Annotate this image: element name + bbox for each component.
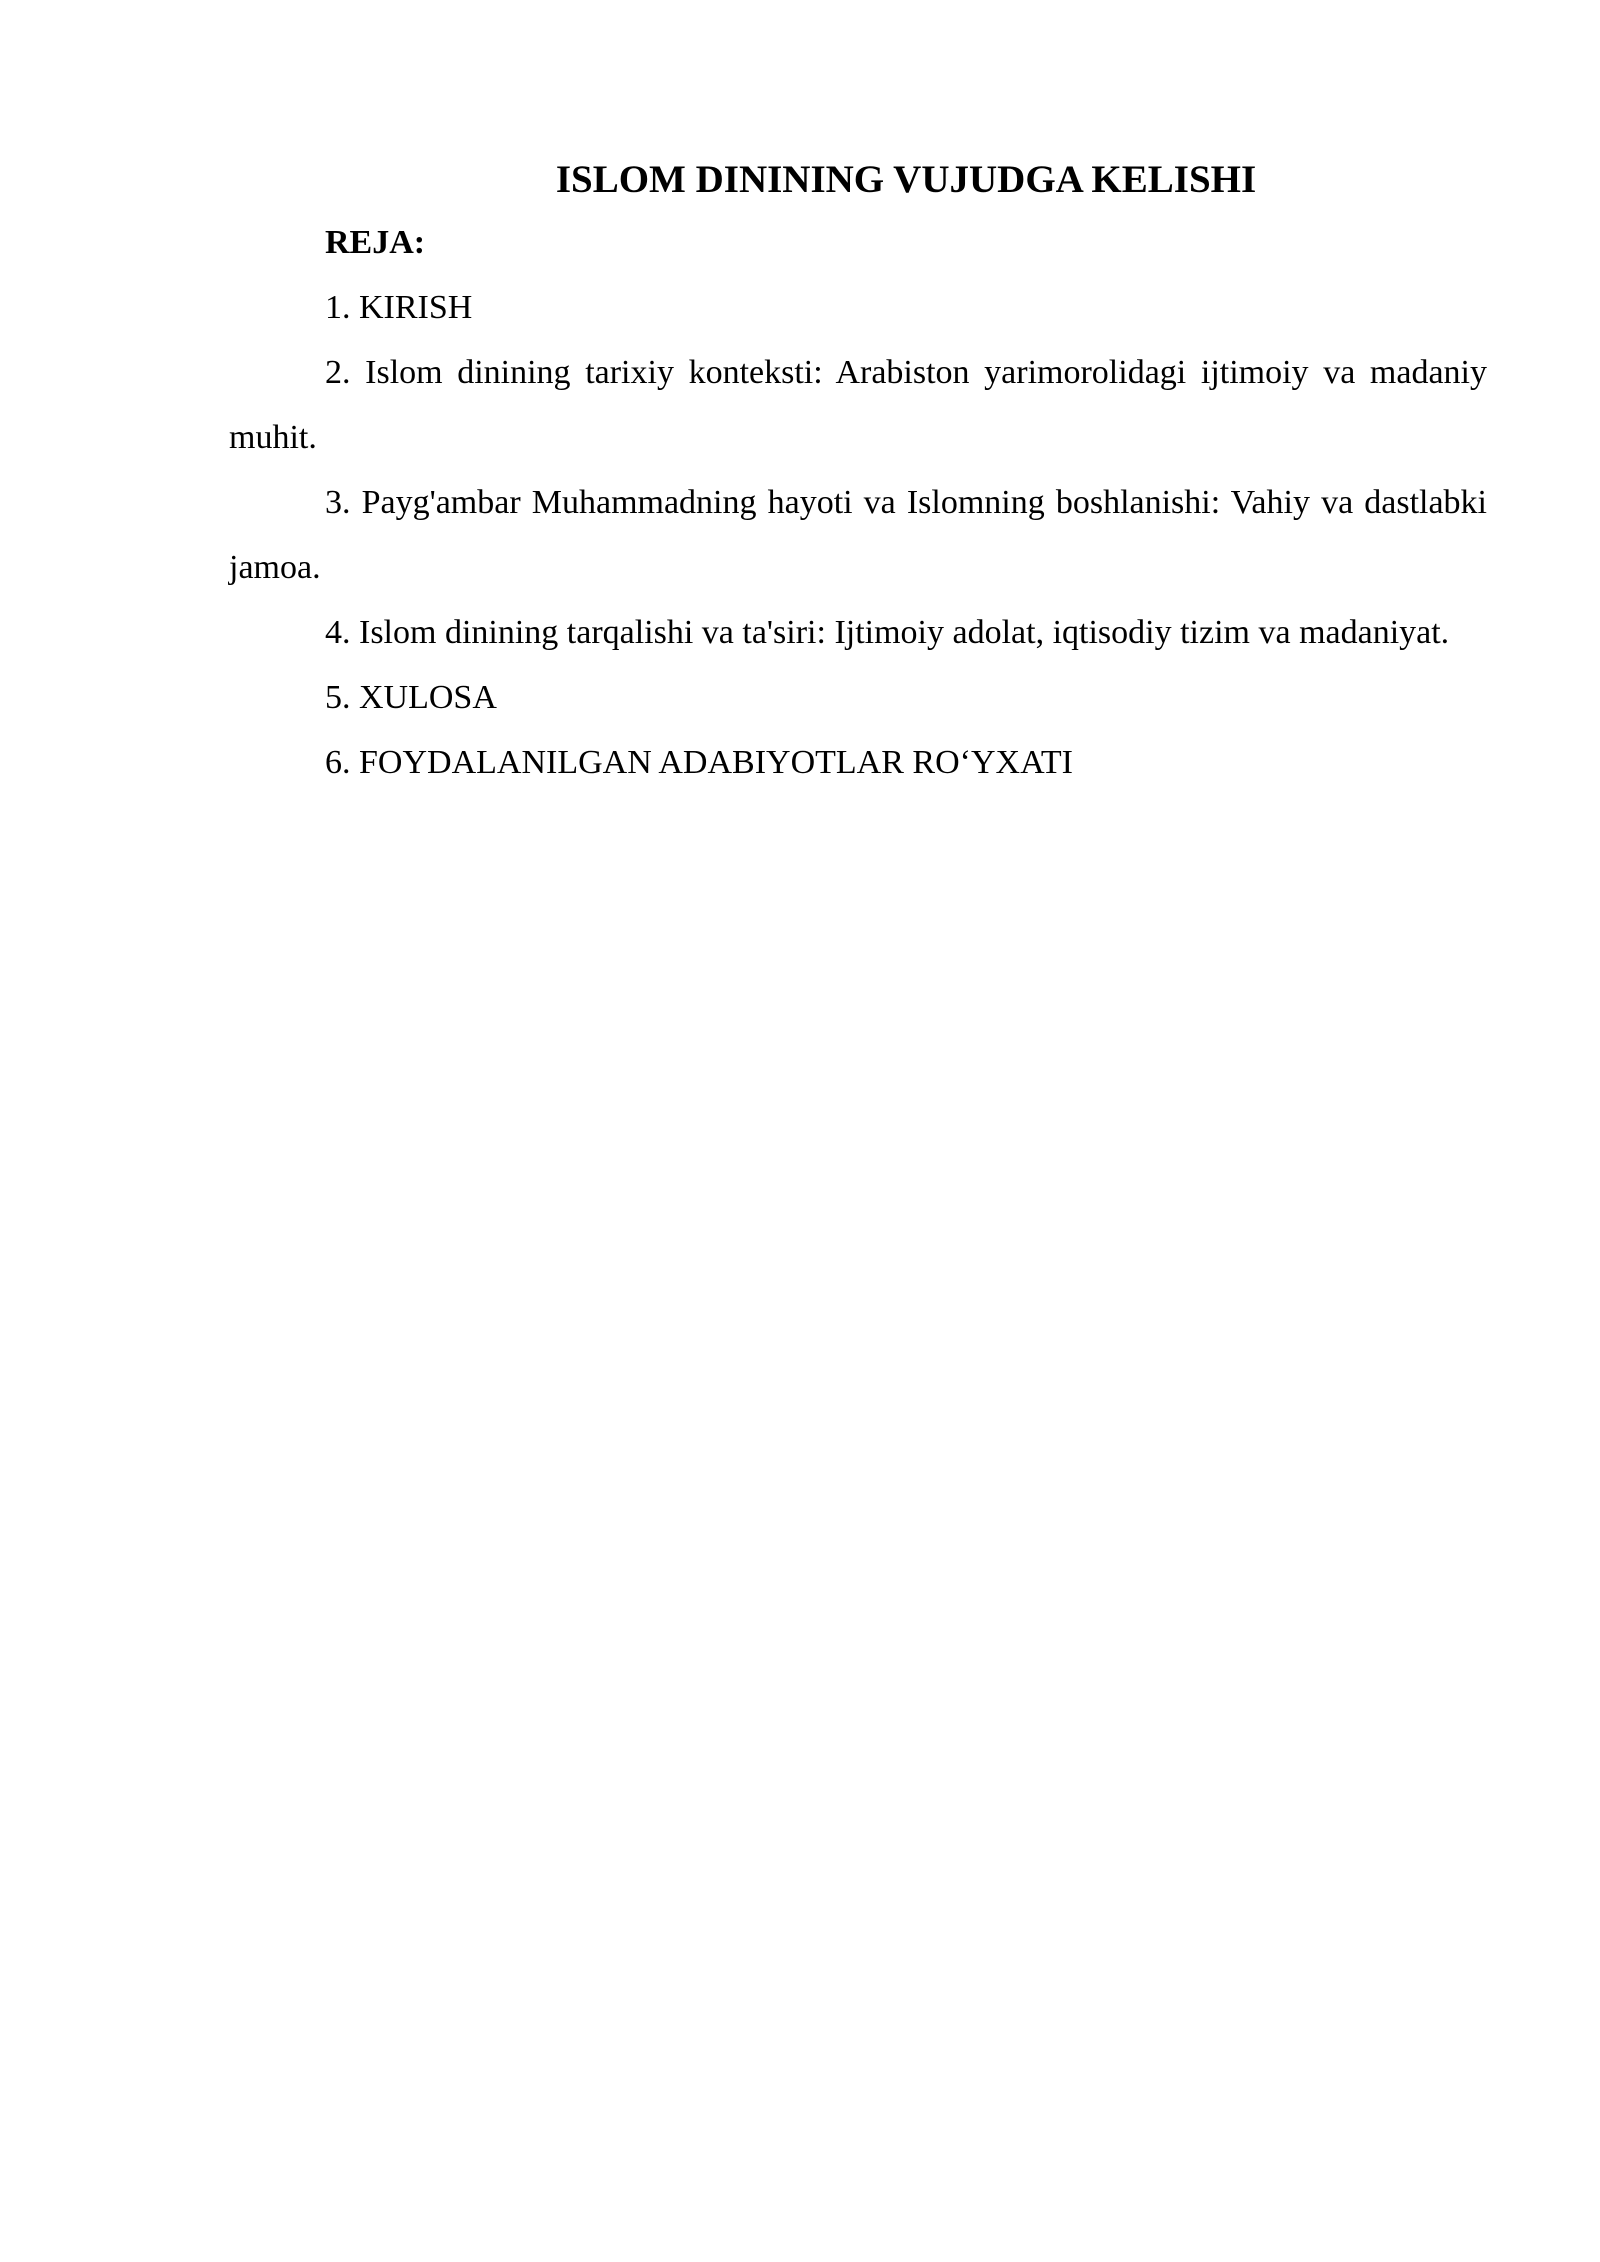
plan-item-introduction: 1. KIRISH (325, 289, 473, 326)
plan-item-spread-influence: 4. Islom dinining tarqalishi va ta'siri: Ijtimoiy adolat, iqtisodiy tizim va madaniyat. (325, 614, 1450, 651)
plan-item-prophet-life: 3. Payg'ambar Muhammadning hayoti va Islomning boshlanishi: Vahiy va dastlabki jamoa. (229, 484, 1487, 586)
document-content (229, 150, 1487, 795)
plan-list (229, 275, 1487, 795)
plan-item-historical-context: 2. Islom dinining tarixiy konteksti: Arabiston yarimorolidagi ijtimoiy va madaniy muhit. (229, 354, 1487, 456)
plan-item-conclusion: 5. XULOSA (325, 679, 497, 716)
plan-heading: REJA: (325, 224, 426, 261)
document-title: ISLOM DININING VUJUDGA KELISHI (555, 158, 1257, 201)
plan-item-references: 6. FOYDALANILGAN ADABIYOTLAR RO‘YXATI (325, 744, 1073, 781)
